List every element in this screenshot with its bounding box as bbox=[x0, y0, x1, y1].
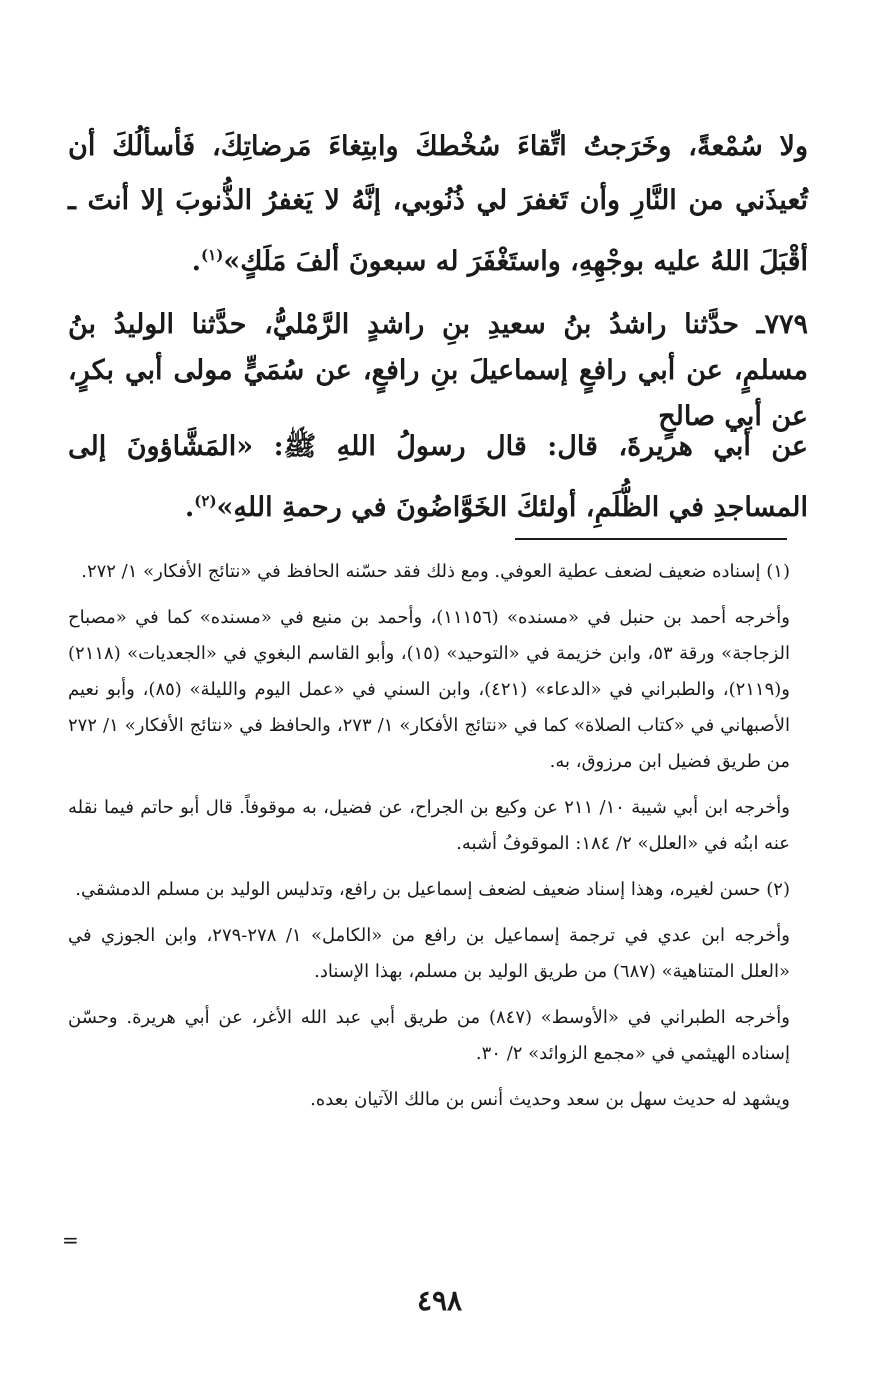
continuation-mark: = bbox=[62, 1228, 79, 1252]
footnote-ref-1: (١) bbox=[201, 246, 224, 264]
footnote-2-tabarani: وأخرجه الطبراني في «الأوسط» (٨٤٧) من طريق أبي عبد الله الأغر، عن أبي هريرة. وحسّن إسناده الهيثمي في «مجمع الزوائد» ٢/ ٣٠. bbox=[68, 1007, 790, 1064]
intro-text: ولا سُمْعةً، وخَرَجتُ اتِّقاءَ سُخْطكَ وابتِغاءَ مَرضاتِكَ، فَأسألُكَ أن تُعيذَني من النَّارِ وأن تَغفرَ لي ذُنُوبي، إنَّهُ لا يَغفرُ الذُّنوبَ إلا أنتَ ـ أقْبَلَ اللهُ عليه بوجْهِهِ، واستَغْفَرَ له سبعونَ ألفَ مَلَكٍ» bbox=[68, 131, 808, 277]
intro-period: . bbox=[191, 246, 202, 277]
hadith-779-matn bbox=[68, 420, 808, 535]
matn-text: عن أبي هريرةَ، قال: قال رسولُ اللهِ ﷺ: «المَشَّاؤونَ إلى المساجدِ في الظُّلَمِ، أولئكَ الخَوَّاضُونَ في رحمةِ اللهِ» bbox=[68, 431, 808, 523]
intro-paragraph bbox=[68, 120, 808, 289]
main-text-intro bbox=[68, 120, 808, 289]
matn-period: . bbox=[184, 492, 195, 523]
footnote-ref-2: (٢) bbox=[194, 492, 217, 510]
footnote-2: (٢) حسن لغيره، وهذا إسناد ضعيف لضعف إسماعيل بن رافع، وتدليس الوليد بن مسلم الدمشقي. bbox=[75, 879, 790, 900]
matn-paragraph bbox=[68, 420, 808, 535]
footnotes-section bbox=[68, 554, 790, 1118]
isnad-paragraph: ٧٧٩ـ حدَّثنا راشدُ بنُ سعيدِ بنِ راشدٍ الرَّمْليُّ، حدَّثنا الوليدُ بنُ مسلمٍ، عن أبي رافعٍ إسماعيلَ بنِ رافعٍ، عن سُمَيٍّ مولى أبي بكرٍ، عن أبي صالحٍ bbox=[68, 309, 808, 432]
footnote-divider bbox=[515, 538, 787, 540]
footnote-2-ibn-adi: وأخرجه ابن عدي في ترجمة إسماعيل بن رافع من «الكامل» ١/ ٢٧٨-٢٧٩، وابن الجوزي في «العلل المتناهية» (٦٨٧) من طريق الوليد بن مسلم، بهذا الإسناد. bbox=[68, 925, 790, 982]
footnote-1-sources: وأخرجه أحمد بن حنبل في «مسنده» (١١١٥٦)، وأحمد بن منيع في «مسنده» كما في «مصباح الزجاجة» ورقة ٥٣، وابن خزيمة في «التوحيد» (١٥)، وأبو القاسم البغوي في «الجعديات» (٢١١٨) و(٢١١٩)، والطبراني في «الدعاء» (٤٢١)، وابن السني في «عمل اليوم والليلة» (٨٥)، وأبو نعيم الأصبهاني في «كتاب الصلاة» كما في «نتائج الأفكار» ١/ ٢٧٣، والحافظ في «نتائج الأفكار» ١/ ٢٧٢ من طريق فضيل ابن مرزوق، به. bbox=[68, 607, 791, 772]
footnote-1-mawquf: وأخرجه ابن أبي شيبة ١٠/ ٢١١ عن وكيع بن الجراح، عن فضيل، به موقوفاً. قال أبو حاتم فيما نقله عنه ابنُه في «العلل» ٢/ ١٨٤: الموقوفُ أشبه. bbox=[68, 797, 790, 854]
footnote-2-shawahid: ويشهد له حديث سهل بن سعد وحديث أنس بن مالك الآتيان بعده. bbox=[310, 1089, 790, 1110]
page-number: ٤٩٨ bbox=[416, 1284, 463, 1317]
footnote-1: (١) إسناده ضعيف لضعف عطية العوفي. ومع ذلك فقد حسّنه الحافظ في «نتائج الأفكار» ١/ ٢٧٢. bbox=[81, 561, 790, 582]
